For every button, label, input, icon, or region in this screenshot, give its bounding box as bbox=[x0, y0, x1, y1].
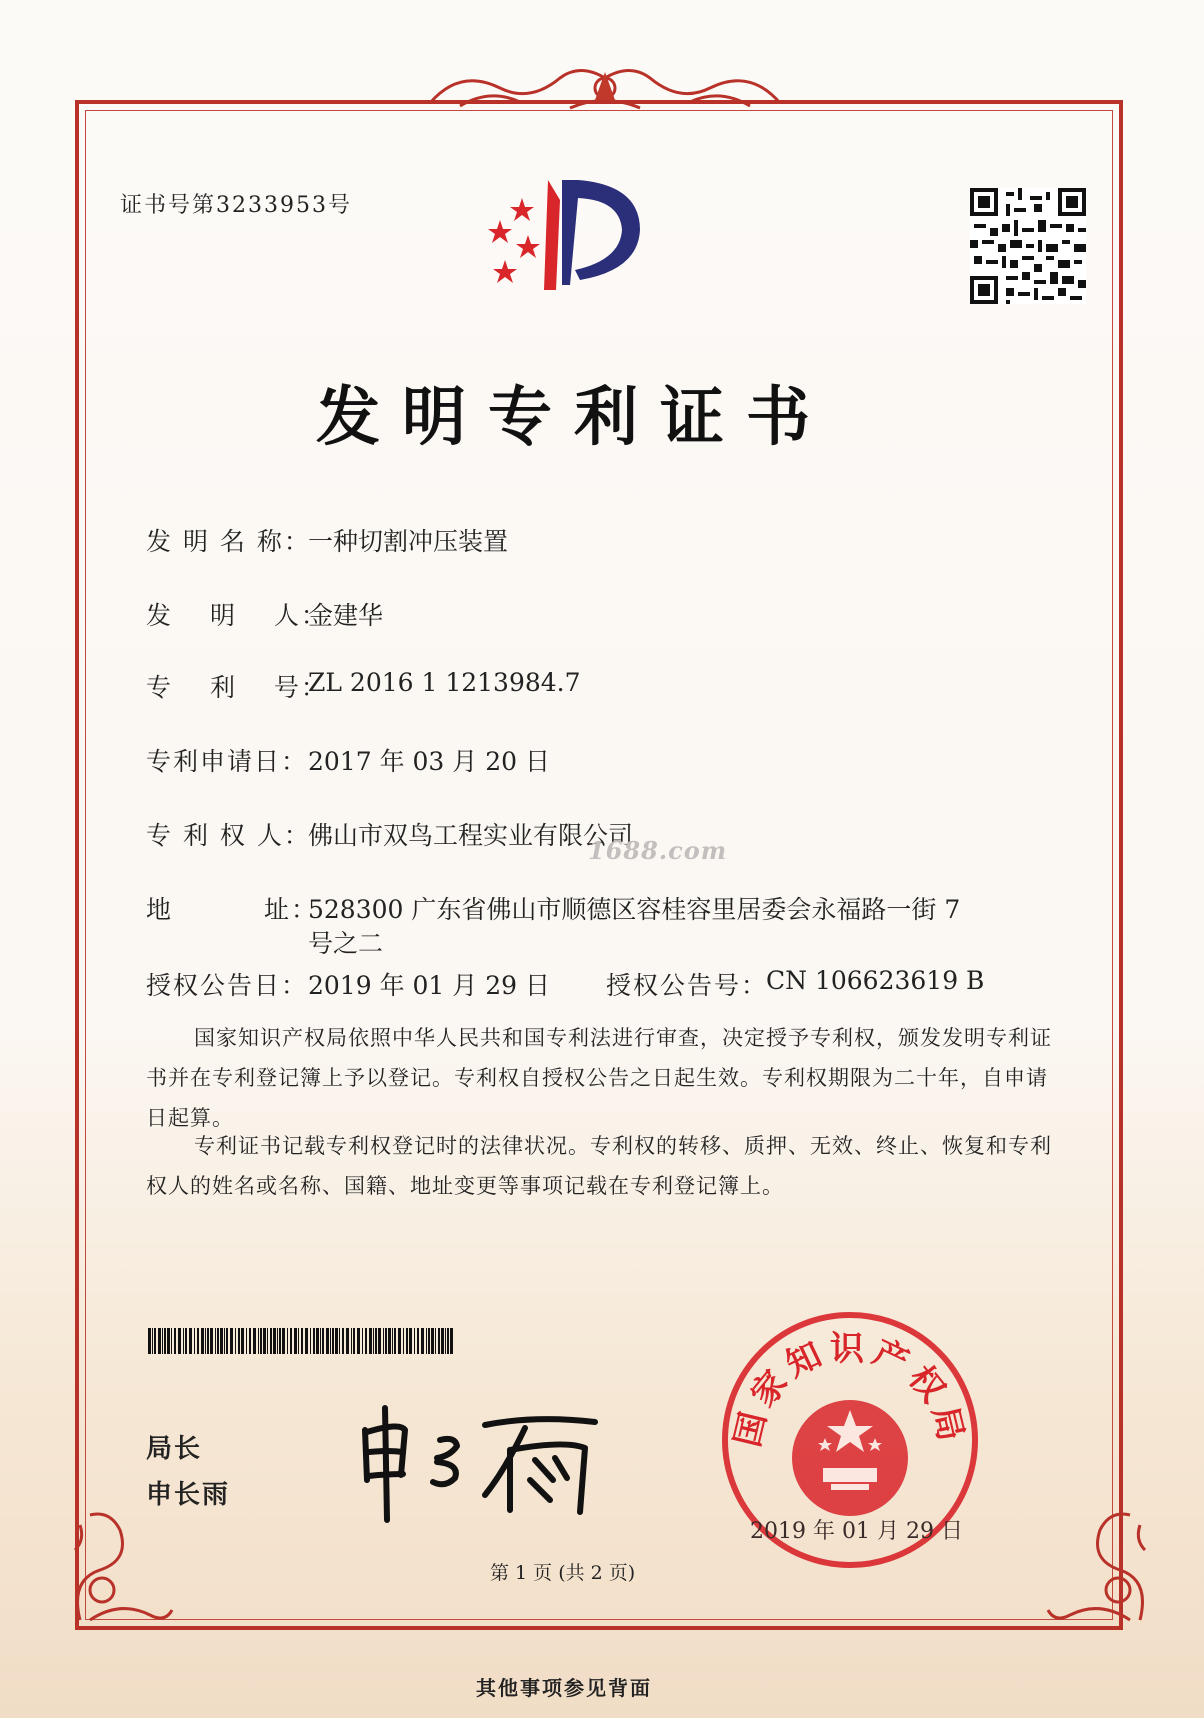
address-line-1: 528300 广东省佛山市顺德区容桂容里居委会永福路一街 7 bbox=[308, 895, 961, 924]
inventor-label: 发 明 人： bbox=[146, 601, 328, 630]
bottom-right-ornament bbox=[1040, 1490, 1160, 1630]
legal-paragraph-1: 国家知识产权局依照中华人民共和国专利法进行审查，决定授予专利权，颁发发明专利证书并在专利登记簿上予以登记。专利权自授权公告之日起生效。专利权期限为二十年，自申请日起算。 bbox=[146, 1026, 1052, 1130]
director-signature bbox=[345, 1400, 615, 1530]
seal-text: 国家知识产权局 bbox=[727, 1329, 973, 1451]
certificate-title: 发明专利证书 bbox=[316, 380, 832, 455]
page-indicator: 第 1 页 (共 2 页) bbox=[490, 1562, 636, 1584]
patent-number-value: ZL 2016 1 1213984.7 bbox=[308, 668, 581, 697]
cnipa-emblem-icon bbox=[470, 160, 680, 310]
bottom-left-ornament bbox=[60, 1490, 180, 1630]
patentee-label: 专 利 权 人： bbox=[146, 821, 311, 850]
barcode-icon bbox=[148, 1328, 458, 1354]
grant-date-label: 授权公告日： bbox=[146, 971, 309, 1000]
address-line-2: 号之二 bbox=[308, 929, 384, 958]
seal-date: 2019 年 01 月 29 日 bbox=[750, 1519, 963, 1544]
invention-name-label: 发 明 名 称： bbox=[146, 527, 311, 556]
director-name: 申长雨 bbox=[146, 1480, 231, 1510]
grant-number-label: 授权公告号： bbox=[606, 971, 769, 1000]
legal-paragraph-2: 专利证书记载专利权登记时的法律状况。专利权的转移、质押、无效、终止、恢复和专利权人的姓名或名称、国籍、地址变更等事项记载在专利登记簿上。 bbox=[146, 1134, 1052, 1198]
top-ornament bbox=[420, 58, 790, 118]
patent-number-label: 专 利 号： bbox=[146, 673, 328, 702]
director-title: 局长 bbox=[146, 1434, 203, 1464]
grant-date-value: 2019 年 01 月 29 日 bbox=[308, 971, 550, 1000]
inventor-value: 金建华 bbox=[308, 601, 384, 630]
filing-date-value: 2017 年 03 月 20 日 bbox=[308, 747, 550, 776]
watermark: 1688.com bbox=[588, 836, 728, 865]
national-emblem-icon bbox=[792, 1400, 908, 1516]
grant-number-value: CN 106623619 B bbox=[766, 966, 985, 995]
invention-name-value: 一种切割冲压装置 bbox=[308, 527, 509, 556]
patentee-value: 佛山市双鸟工程实业有限公司 bbox=[308, 821, 634, 850]
qr-code-icon bbox=[970, 188, 1086, 304]
filing-date-label: 专利申请日： bbox=[146, 747, 309, 776]
footer-note: 其他事项参见背面 bbox=[476, 1676, 652, 1700]
certificate-number: 证书号第3233953号 bbox=[120, 193, 352, 218]
address-label: 地 址： bbox=[146, 895, 318, 924]
